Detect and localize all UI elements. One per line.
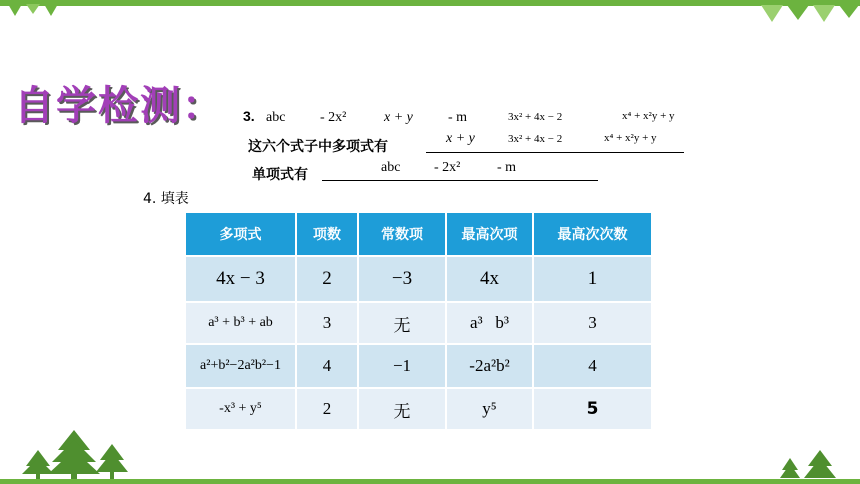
q3-term: - 2x² <box>320 110 347 125</box>
polynomial-answer: x + y <box>446 131 475 146</box>
bottom-green-bar <box>0 479 860 484</box>
degree-cell: 1 <box>533 256 652 302</box>
top-green-bar <box>0 0 860 6</box>
header-cell: 常数项 <box>358 212 446 256</box>
pine-tree-icon <box>778 450 838 480</box>
term-count-cell: 3 <box>296 302 358 344</box>
highest-term-cell: 4x <box>446 256 533 302</box>
monomial-answer: abc <box>381 160 401 175</box>
polynomial-cell: a³ + b³ + ab <box>185 302 296 344</box>
table-row <box>185 344 652 388</box>
q3-term: - m <box>448 110 468 125</box>
page-title: 自学检测： <box>14 83 224 129</box>
constant-cell: −1 <box>358 344 446 388</box>
table-row <box>185 388 652 430</box>
term-count-cell: 2 <box>296 388 358 430</box>
q3-term: x + y <box>384 110 413 125</box>
polynomial-cell: 4x − 3 <box>185 256 296 302</box>
polynomial-answer-line <box>426 152 684 153</box>
polynomial-answer: x⁴ + x²y + y <box>604 132 657 144</box>
table-row <box>185 302 652 344</box>
monomial-answer: - 2x² <box>434 160 461 175</box>
degree-cell: 3 <box>533 302 652 344</box>
polynomial-cell: -x³ + y⁵ <box>185 388 296 430</box>
pine-tree-icon <box>18 428 130 480</box>
highest-term-cell: y⁵ <box>446 388 533 430</box>
constant-cell: −3 <box>358 256 446 302</box>
polynomial-cell: a²+b²−2a²b²−1 <box>185 344 296 388</box>
polynomial-answer: 3x² + 4x − 2 <box>508 133 563 145</box>
triangle-bunting-icon <box>755 0 860 26</box>
table-header-row <box>185 212 652 256</box>
q3-term: abc <box>266 110 286 125</box>
fill-in-table <box>184 211 653 431</box>
header-cell: 最高次项 <box>446 212 533 256</box>
triangle-bunting-icon <box>0 0 80 20</box>
monomial-label: 单项式有 <box>252 167 308 183</box>
constant-cell: 无 <box>358 388 446 430</box>
term-count-cell: 2 <box>296 256 358 302</box>
table-row <box>185 256 652 302</box>
q3-number: 3. <box>243 108 255 124</box>
term-count-cell: 4 <box>296 344 358 388</box>
constant-cell: 无 <box>358 302 446 344</box>
monomial-answer: - m <box>497 160 517 175</box>
q3-term: 3x² + 4x − 2 <box>508 111 563 123</box>
header-cell: 最高次次数 <box>533 212 652 256</box>
degree-cell: 4 <box>533 344 652 388</box>
monomial-answer-line <box>322 180 598 181</box>
degree-cell: 5 <box>533 388 652 430</box>
q4-label: 4. 填表 <box>143 191 189 207</box>
header-cell: 多项式 <box>185 212 296 256</box>
q3-term: x⁴ + x²y + y <box>622 110 675 122</box>
highest-term-cell: a³ b³ <box>446 302 533 344</box>
header-cell: 项数 <box>296 212 358 256</box>
highest-term-cell: -2a²b² <box>446 344 533 388</box>
polynomial-label: 这六个式子中多项式有 <box>248 139 388 155</box>
